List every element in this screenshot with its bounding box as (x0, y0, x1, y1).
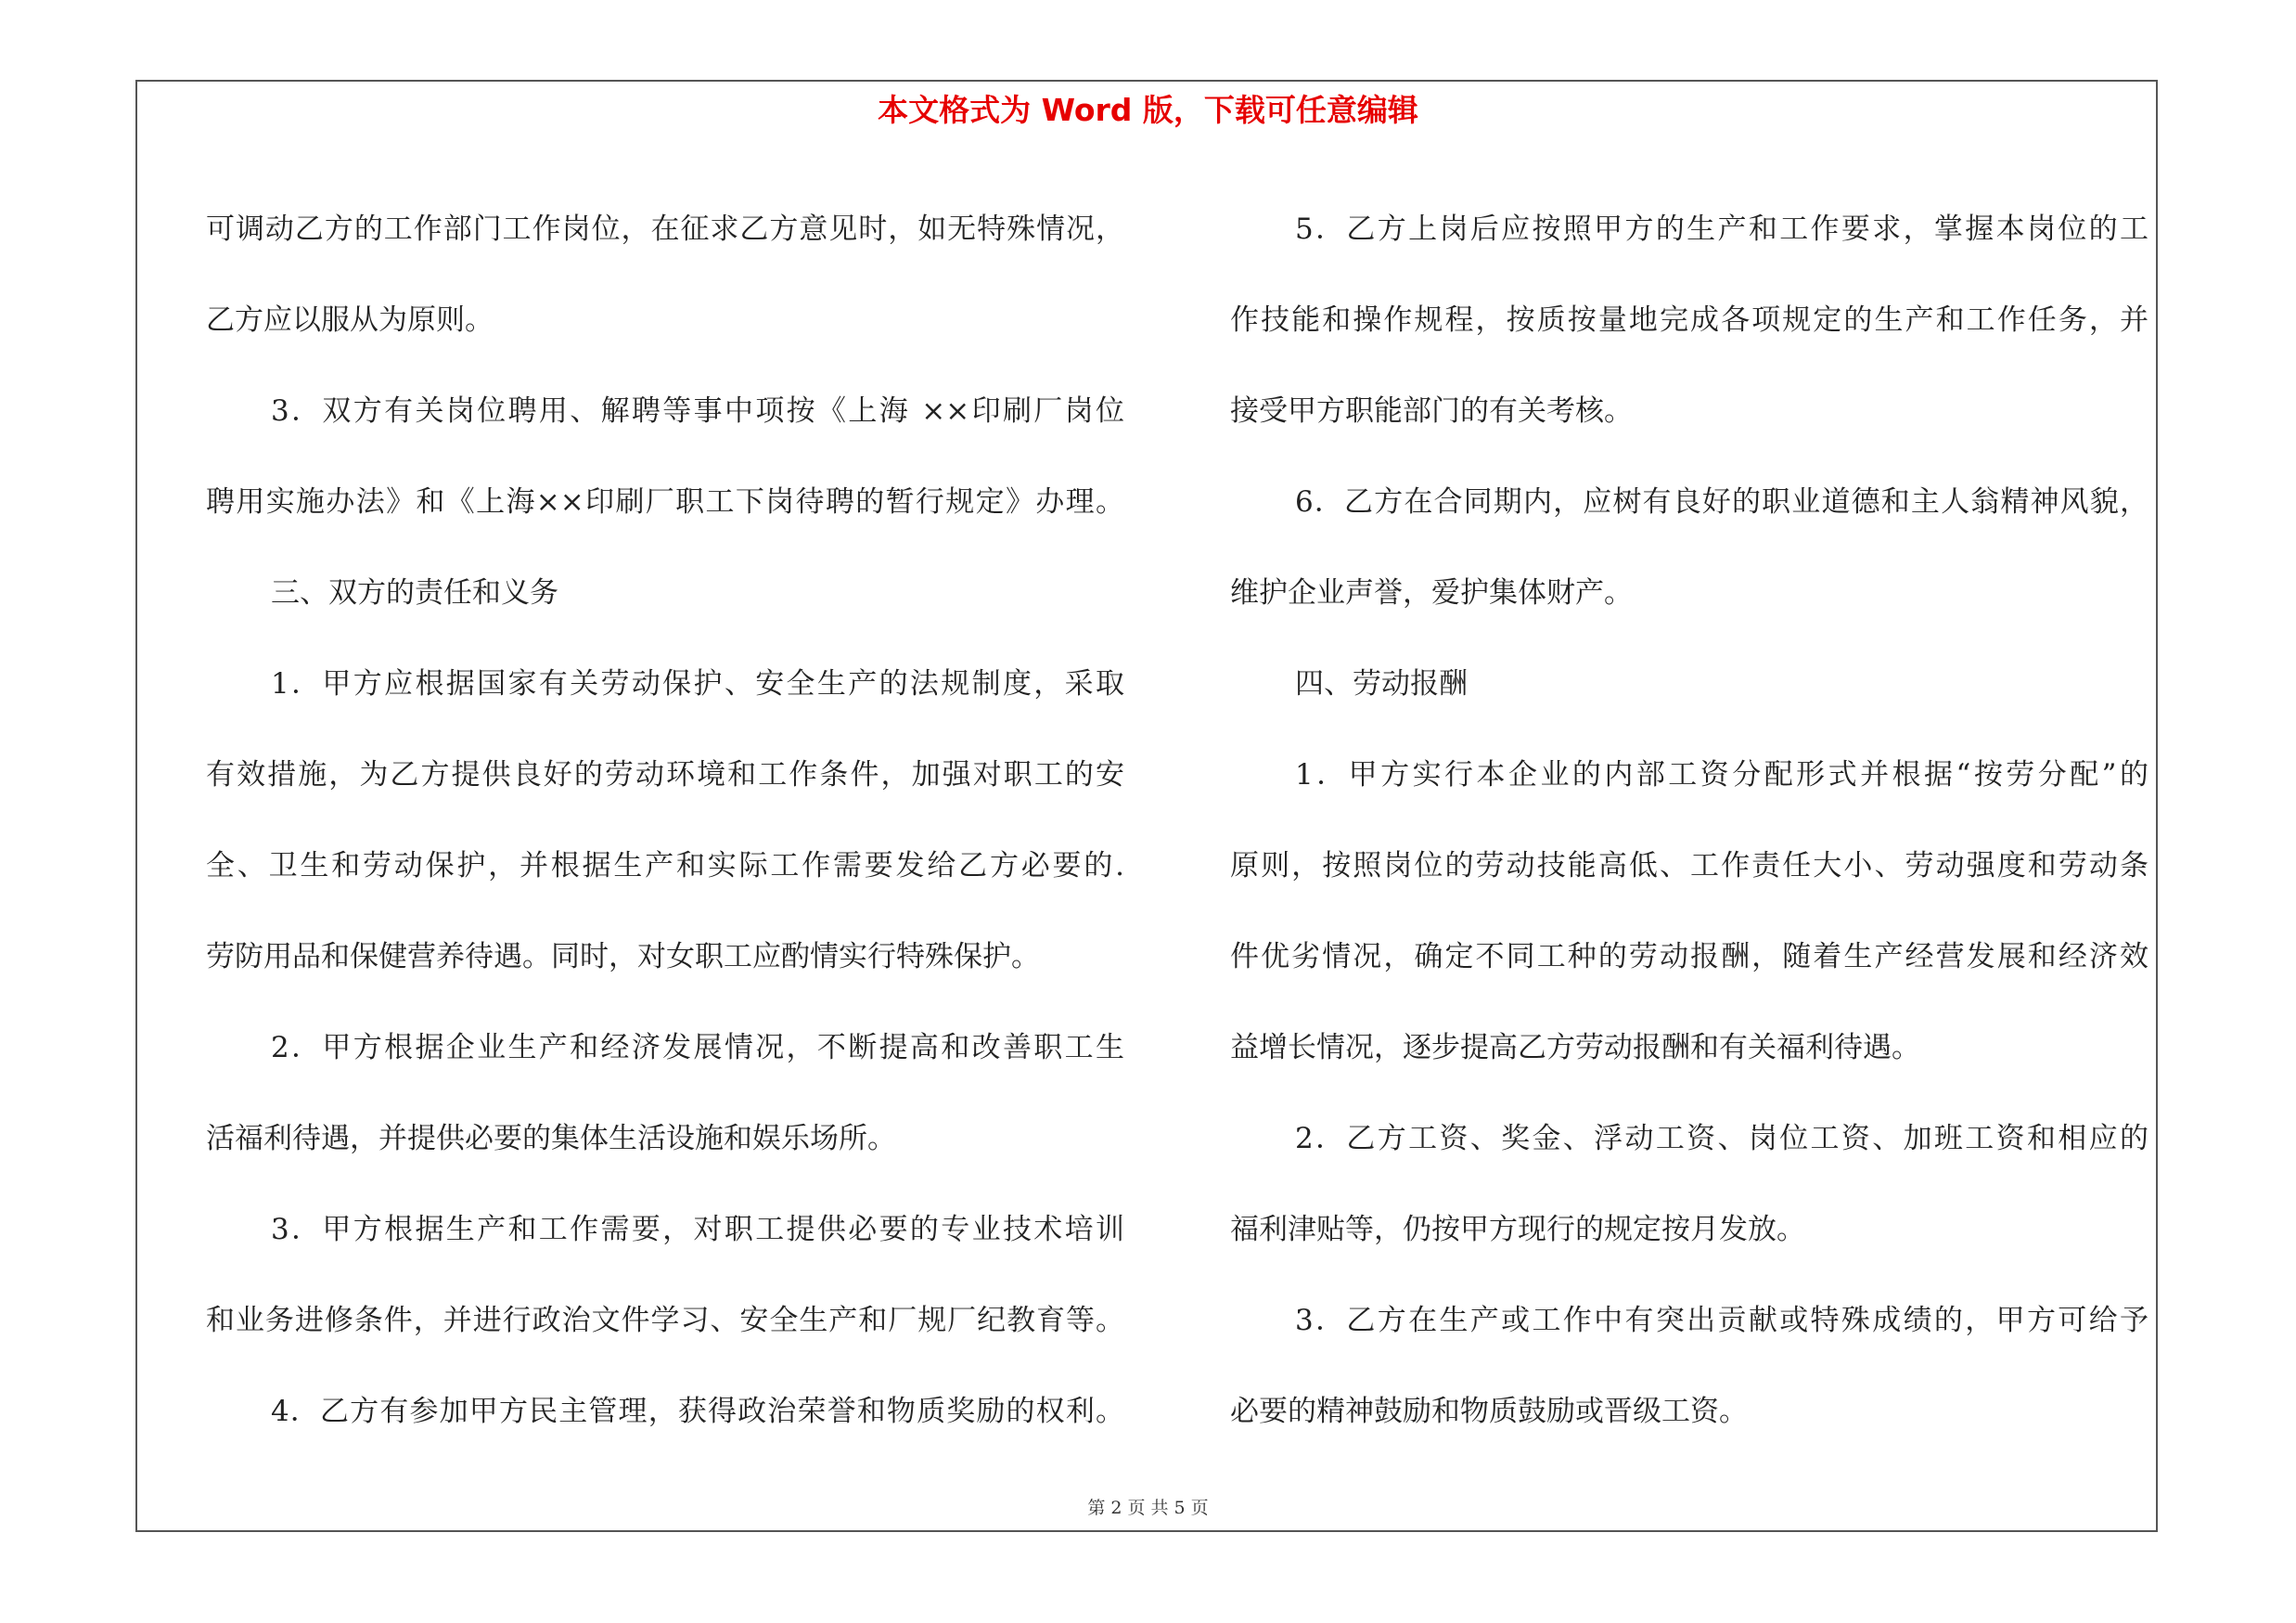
format-banner-text: 本文格式为 Word 版，下载可任意编辑 (878, 92, 1418, 128)
text-line: 3．甲方根据生产和工作需要，对职工提供必要的专业技术培训 (271, 1213, 1124, 1246)
text-line: 2．乙方工资、奖金、浮动工资、岗位工资、加班工资和相应的 (1295, 1122, 2148, 1155)
section-heading: 三、双方的责任和义务 (271, 576, 558, 610)
format-banner (0, 90, 2296, 131)
text-line: 福利津贴等，仍按甲方现行的规定按月发放。 (1230, 1213, 1805, 1246)
text-line: 1．甲方应根据国家有关劳动保护、安全生产的法规制度，采取 (271, 667, 1124, 701)
text-line: 5．乙方上岗后应按照甲方的生产和工作要求，掌握本岗位的工 (1295, 213, 2148, 246)
text-line: 1．甲方实行本企业的内部工资分配形式并根据“按劳分配”的 (1295, 758, 2148, 792)
text-line: 4．乙方有参加甲方民主管理，获得政治荣誉和物质奖励的权利。 (271, 1395, 1124, 1428)
text-line: 聘用实施办法》和《上海××印刷厂职工下岗待聘的暂行规定》办理。 (206, 485, 1124, 519)
section-heading: 四、劳动报酬 (1295, 667, 1468, 701)
text-line: 益增长情况，逐步提高乙方劳动报酬和有关福利待遇。 (1230, 1031, 1920, 1064)
text-line: 6．乙方在合同期内，应树有良好的职业道德和主人翁精神风貌， (1295, 485, 2148, 519)
text-line: 原则，按照岗位的劳动技能高低、工作责任大小、劳动强度和劳动条 (1230, 849, 2148, 882)
page-number: 第 2 页 共 5 页 (1087, 1498, 1209, 1518)
text-line: 乙方应以服从为原则。 (206, 303, 494, 337)
text-line: 作技能和操作规程，按质按量地完成各项规定的生产和工作任务，并 (1230, 303, 2148, 337)
text-line: 劳防用品和保健营养待遇。同时，对女职工应酌情实行特殊保护。 (206, 940, 1040, 973)
left-column (206, 184, 1124, 1457)
text-line: 3．双方有关岗位聘用、解聘等事中项按《上海 ××印刷厂岗位 (271, 394, 1124, 428)
text-line: 件优劣情况，确定不同工种的劳动报酬，随着生产经营发展和经济效 (1230, 940, 2148, 973)
text-line: 必要的精神鼓励和物质鼓励或晋级工资。 (1230, 1395, 1748, 1428)
text-line: 活福利待遇，并提供必要的集体生活设施和娱乐场所。 (206, 1122, 896, 1155)
text-line: 3．乙方在生产或工作中有突出贡献或特殊成绩的，甲方可给予 (1295, 1304, 2148, 1337)
text-line: 接受甲方职能部门的有关考核。 (1230, 394, 1633, 428)
text-line: 有效措施，为乙方提供良好的劳动环境和工作条件，加强对职工的安 (206, 758, 1124, 792)
text-line: 维护企业声誉，爱护集体财产。 (1230, 576, 1633, 610)
text-line: 和业务进修条件，并进行政治文件学习、安全生产和厂规厂纪教育等。 (206, 1304, 1124, 1337)
text-line: 2．甲方根据企业生产和经济发展情况，不断提高和改善职工生 (271, 1031, 1124, 1064)
text-line: 全、卫生和劳动保护，并根据生产和实际工作需要发给乙方必要的. (206, 849, 1124, 882)
page-footer (0, 1496, 2296, 1520)
right-column (1230, 184, 2148, 1457)
text-line: 可调动乙方的工作部门工作岗位，在征求乙方意见时，如无特殊情况， (206, 213, 1124, 246)
